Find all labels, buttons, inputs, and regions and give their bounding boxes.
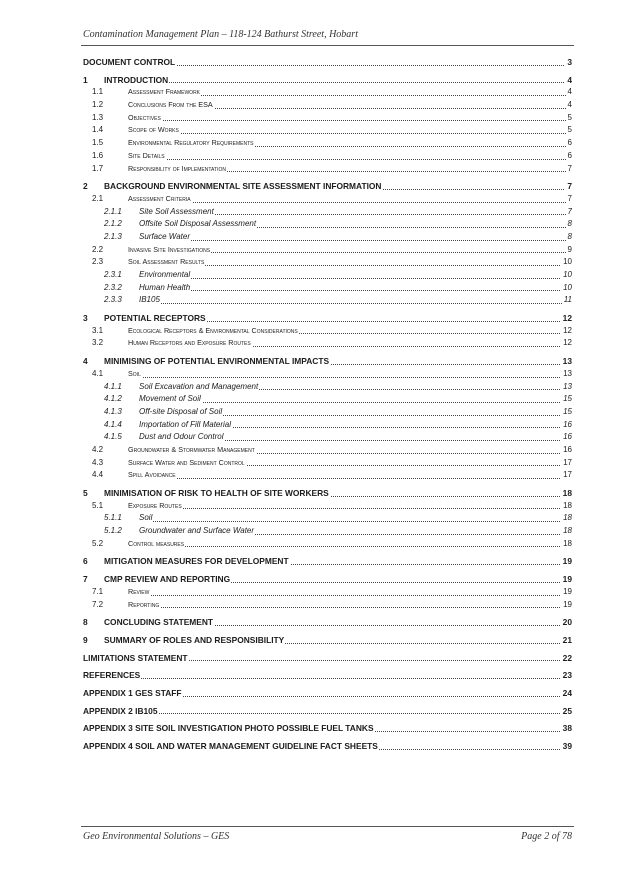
toc-entry-number: 4.1.1	[104, 381, 122, 391]
toc-entry[interactable]	[83, 112, 572, 125]
toc-entry-title: DOCUMENT CONTROL	[83, 57, 176, 67]
toc-entry-title: Surface Water and Sediment Control	[128, 457, 245, 467]
toc-entry[interactable]	[83, 137, 572, 150]
toc-entry-page: 15	[561, 406, 572, 419]
toc-entry-title: Soil Excavation and Management	[139, 381, 259, 391]
toc-entry-page: 18	[561, 538, 572, 551]
toc-entry[interactable]	[83, 669, 572, 682]
toc-entry-page: 7	[566, 163, 572, 176]
toc-entry[interactable]	[83, 538, 572, 551]
toc-entry[interactable]	[83, 419, 572, 432]
toc-entry-number: 1.6	[92, 150, 104, 160]
toc-entry-text	[83, 163, 227, 176]
toc-entry[interactable]	[83, 86, 572, 99]
toc-entry-page: 8	[566, 218, 572, 231]
toc-entry-title: Movement of Soil	[139, 394, 201, 404]
toc-entry-page: 17	[561, 469, 572, 482]
toc-entry-number: 5	[83, 488, 88, 498]
toc-entry-text	[83, 99, 214, 112]
toc-entry-page: 4	[566, 86, 572, 99]
toc-entry[interactable]	[83, 634, 572, 647]
toc-entry-page: 19	[561, 599, 572, 612]
toc-entry[interactable]	[83, 325, 572, 338]
toc-entry-page: 22	[562, 652, 572, 663]
toc-entry-title: Invasive Site Investigations	[128, 244, 211, 254]
table-of-contents	[83, 56, 572, 753]
toc-entry-number: 6	[83, 556, 88, 567]
toc-entry-number: 1.3	[92, 112, 104, 122]
dot-leader	[83, 595, 572, 596]
toc-entry-title: Offsite Soil Disposal Assessment	[139, 219, 257, 229]
toc-entry-number: 3.2	[92, 338, 104, 348]
toc-entry[interactable]	[83, 512, 572, 525]
toc-entry[interactable]	[83, 687, 572, 700]
toc-entry-page: 7	[567, 181, 572, 192]
toc-entry-text	[83, 616, 214, 629]
toc-entry-page: 10	[561, 256, 572, 269]
toc-entry-title: Conclusions From the ESA	[128, 100, 213, 110]
toc-entry-text	[83, 457, 246, 470]
toc-entry-page: 18	[562, 488, 572, 498]
toc-entry-title: APPENDIX 4 SOIL AND WATER MANAGEMENT GUIDELINE FACT SHEETS	[83, 741, 378, 751]
toc-entry-page: 6	[566, 150, 572, 163]
toc-entry-page: 21	[562, 634, 572, 645]
toc-entry-text	[83, 634, 285, 647]
toc-entry-page: 5	[566, 112, 572, 125]
toc-entry-number: 4.1.5	[104, 432, 122, 442]
toc-entry-title: Environmental	[139, 270, 191, 279]
toc-entry-page: 10	[561, 269, 572, 282]
toc-entry-page: 19	[562, 574, 572, 585]
toc-entry[interactable]	[83, 99, 572, 112]
toc-entry-number: 7.2	[92, 599, 104, 609]
toc-entry-text	[83, 487, 330, 500]
toc-entry-page: 39	[562, 741, 572, 751]
toc-entry-number: 2.3	[92, 257, 104, 267]
toc-entry-page: 11	[562, 294, 572, 307]
toc-entry-text	[83, 538, 185, 551]
toc-entry-text	[83, 231, 191, 244]
toc-entry[interactable]	[83, 180, 572, 193]
toc-entry-text	[83, 150, 166, 163]
toc-entry-text	[83, 193, 192, 206]
toc-entry-text	[83, 244, 211, 257]
toc-entry-page: 13	[561, 368, 572, 381]
toc-entry-text	[83, 705, 158, 718]
toc-entry-number: 7.1	[92, 586, 104, 596]
toc-entry-number: 4	[83, 356, 88, 367]
toc-entry-page: 17	[561, 457, 572, 470]
toc-entry-text	[83, 669, 141, 682]
toc-entry[interactable]	[83, 355, 572, 368]
toc-entry-page: 7	[566, 206, 572, 219]
toc-entry-text	[83, 269, 191, 282]
toc-entry-page: 24	[562, 687, 572, 698]
toc-entry-number: 2.1.2	[104, 219, 122, 229]
toc-entry-text	[83, 381, 259, 394]
toc-entry-page: 23	[562, 670, 572, 681]
toc-entry-text	[83, 355, 330, 368]
toc-entry[interactable]	[83, 444, 572, 457]
toc-entry[interactable]	[83, 525, 572, 538]
toc-entry-title: Objectives	[128, 112, 161, 122]
toc-entry-text	[83, 124, 180, 137]
toc-entry-title: Assessment Criteria	[128, 193, 191, 203]
toc-entry-number: 4.2	[92, 444, 104, 454]
toc-entry-title: Assessment Framework	[128, 87, 201, 97]
toc-entry-page: 25	[562, 705, 572, 716]
toc-entry-number: 5.1.1	[104, 513, 122, 523]
toc-entry-title: Soil	[128, 368, 141, 378]
toc-entry-title: Surface Water	[139, 231, 190, 241]
toc-entry[interactable]	[83, 616, 572, 629]
toc-entry[interactable]	[83, 705, 572, 718]
toc-entry[interactable]	[83, 282, 572, 295]
toc-entry-title: Off-site Disposal of Soil	[139, 406, 223, 416]
toc-entry[interactable]	[83, 150, 572, 163]
toc-entry[interactable]	[83, 74, 572, 87]
dot-leader	[83, 678, 572, 679]
toc-entry[interactable]	[83, 256, 572, 269]
header-rule	[81, 45, 574, 46]
toc-entry-number: 4.4	[92, 470, 104, 480]
toc-entry-text	[83, 500, 183, 513]
toc-entry-page: 15	[561, 393, 572, 406]
toc-entry-number: 4.1	[92, 368, 104, 378]
toc-entry-title: Importation of Fill Material	[139, 419, 232, 429]
toc-entry-page: 5	[566, 124, 572, 137]
toc-entry-title: MINIMISATION OF RISK TO HEALTH OF SITE WORKERS	[104, 488, 329, 498]
dot-leader	[83, 521, 572, 522]
toc-entry-number: 1.2	[92, 100, 104, 110]
toc-entry-title: Exposure Routes	[128, 500, 182, 510]
toc-entry-page: 16	[561, 419, 572, 432]
dot-leader	[83, 377, 572, 378]
page-number: Page 2 of 78	[521, 831, 572, 842]
toc-entry-page: 16	[561, 444, 572, 457]
toc-entry-text	[83, 56, 176, 69]
toc-entry-number: 9	[83, 634, 88, 645]
toc-entry-title: Site Soil Assessment	[139, 206, 214, 216]
toc-entry-page: 7	[566, 193, 572, 206]
toc-entry[interactable]	[83, 193, 572, 206]
toc-entry-number: 7	[83, 574, 88, 585]
toc-entry-title: Human Health	[139, 282, 191, 292]
toc-entry-text	[83, 444, 256, 457]
toc-entry-page: 20	[562, 617, 572, 628]
toc-entry[interactable]	[83, 740, 572, 753]
toc-entry[interactable]	[83, 218, 572, 231]
toc-entry-text	[83, 555, 290, 568]
toc-entry-title: Spill Avoidance	[128, 470, 176, 480]
toc-entry-title: Dust and Odour Control	[139, 432, 224, 442]
toc-entry-number: 4.1.4	[104, 419, 122, 429]
toc-entry-title: Site Details	[128, 150, 165, 160]
toc-entry-text	[83, 525, 255, 538]
toc-entry-title: APPENDIX 3 SITE SOIL INVESTIGATION PHOTO POSSIBLE FUEL TANKS	[83, 723, 374, 734]
toc-entry-title: BACKGROUND ENVIRONMENTAL SITE ASSESSMENT INFORMATION	[104, 181, 382, 192]
toc-entry-page: 19	[561, 586, 572, 599]
toc-entry-page: 18	[561, 500, 572, 513]
toc-entry-number: 2.2	[92, 244, 104, 254]
toc-entry[interactable]	[83, 269, 572, 282]
toc-entry-page: 10	[561, 282, 572, 295]
toc-entry-text	[83, 86, 201, 99]
toc-entry[interactable]	[83, 294, 572, 307]
toc-entry-page: 3	[567, 57, 572, 67]
toc-entry-page: 38	[562, 723, 572, 734]
toc-entry-title: LIMITATIONS STATEMENT	[83, 652, 188, 663]
toc-entry[interactable]	[83, 457, 572, 470]
toc-entry-title: Ecological Receptors & Environmental Considerations	[128, 325, 298, 335]
toc-entry-title: Scope of Works	[128, 125, 179, 135]
toc-entry-text	[83, 687, 183, 700]
toc-entry-page: 9	[566, 244, 572, 257]
toc-entry-title: Control measures	[128, 538, 185, 548]
toc-entry-title: APPENDIX 1 GES STAFF	[83, 687, 182, 698]
toc-entry-title: MINIMISING OF POTENTIAL ENVIRONMENTAL IMPACTS	[104, 356, 330, 367]
toc-entry-number: 4.3	[92, 457, 104, 467]
toc-entry-page: 4	[567, 74, 572, 85]
toc-entry[interactable]	[83, 469, 572, 482]
toc-entry[interactable]	[83, 722, 572, 735]
toc-entry[interactable]	[83, 244, 572, 257]
footer-rule	[81, 826, 574, 827]
toc-entry[interactable]	[83, 555, 572, 568]
toc-entry-text	[83, 393, 202, 406]
toc-entry-number: 1	[83, 74, 88, 85]
toc-entry-title: SUMMARY OF ROLES AND RESPONSIBILITY	[104, 634, 285, 645]
toc-entry-title: Review	[128, 586, 150, 596]
toc-entry-title: Groundwater and Surface Water	[139, 526, 255, 536]
toc-entry-text	[83, 573, 231, 586]
toc-entry-text	[83, 368, 142, 381]
toc-entry-text	[83, 406, 223, 419]
toc-entry[interactable]	[83, 500, 572, 513]
toc-entry-number: 4.1.3	[104, 406, 122, 416]
toc-entry[interactable]	[83, 337, 572, 350]
toc-entry-title: POTENTIAL RECEPTORS	[104, 313, 206, 324]
toc-entry-title: INTRODUCTION	[104, 74, 169, 85]
toc-entry-title: Environmental Regulatory Requirements	[128, 138, 254, 148]
toc-entry-title: Groundwater & Stormwater Management	[128, 444, 255, 454]
toc-entry-page: 13	[562, 356, 572, 367]
toc-entry-page: 8	[566, 231, 572, 244]
toc-entry-number: 2.1.1	[104, 206, 122, 216]
toc-entry-text	[83, 218, 257, 231]
toc-entry-number: 2	[83, 181, 88, 192]
toc-entry-page: 6	[566, 137, 572, 150]
toc-entry[interactable]	[83, 652, 572, 665]
toc-entry-text	[83, 419, 232, 432]
toc-entry-text	[83, 206, 215, 219]
running-header: Contamination Management Plan – 118-124 Bathurst Street, Hobart	[83, 29, 358, 40]
toc-entry-page: 19	[562, 556, 572, 567]
toc-entry[interactable]	[83, 368, 572, 381]
toc-entry-title: CMP REVIEW AND REPORTING	[104, 574, 231, 585]
toc-entry[interactable]	[83, 312, 572, 325]
toc-entry-text	[83, 294, 161, 307]
toc-entry-number: 1.7	[92, 163, 104, 173]
toc-entry-text	[83, 431, 225, 444]
toc-entry-title: Reporting	[128, 599, 160, 609]
toc-entry-page: 12	[561, 325, 572, 338]
toc-entry-text	[83, 469, 177, 482]
toc-entry-title: Responsibility of Implementation	[128, 163, 226, 173]
toc-entry-number: 2.3.1	[104, 270, 122, 279]
toc-entry[interactable]	[83, 431, 572, 444]
toc-entry-page: 12	[561, 337, 572, 350]
toc-entry[interactable]	[83, 586, 572, 599]
toc-entry-number: 2.1.3	[104, 231, 122, 241]
toc-entry-title: APPENDIX 2 IB105	[83, 705, 158, 716]
toc-entry-text	[83, 282, 191, 295]
toc-entry-number: 2.3.3	[104, 295, 122, 305]
toc-entry-text	[83, 137, 254, 150]
toc-entry-title: Human Receptors and Exposure Routes	[128, 338, 251, 348]
toc-entry-text	[83, 722, 375, 735]
toc-entry-title: CONCLUDING STATEMENT	[104, 617, 214, 628]
toc-entry[interactable]	[83, 381, 572, 394]
toc-entry-text	[83, 180, 382, 193]
toc-entry-number: 1.5	[92, 138, 104, 148]
toc-entry-text	[83, 586, 150, 599]
toc-entry-number: 5.2	[92, 538, 104, 548]
toc-entry-number: 1.4	[92, 125, 104, 135]
toc-entry-title: IB105	[139, 295, 160, 305]
toc-entry-title: MITIGATION MEASURES FOR DEVELOPMENT	[104, 556, 289, 567]
toc-entry-number: 8	[83, 617, 88, 628]
toc-entry-number: 3.1	[92, 325, 104, 335]
toc-entry-text	[83, 112, 162, 125]
toc-entry-text	[83, 337, 252, 350]
toc-entry-text	[83, 325, 299, 338]
toc-entry[interactable]	[83, 231, 572, 244]
toc-entry-page: 13	[561, 381, 572, 394]
toc-entry[interactable]	[83, 406, 572, 419]
toc-entry-number: 3	[83, 313, 88, 324]
toc-entry-title: Soil	[139, 513, 153, 523]
toc-entry[interactable]	[83, 163, 572, 176]
toc-entry-text	[83, 512, 153, 525]
toc-entry-title: Soil Assessment Results	[128, 257, 205, 267]
toc-entry-text	[83, 312, 207, 325]
toc-entry-number: 2.1	[92, 193, 104, 203]
toc-entry-text	[83, 256, 205, 269]
toc-entry-number: 2.3.2	[104, 282, 122, 292]
toc-entry-text	[83, 599, 160, 612]
toc-entry[interactable]	[83, 56, 572, 69]
toc-entry[interactable]	[83, 124, 572, 137]
toc-entry-text	[83, 652, 189, 665]
toc-entry-number: 5.1	[92, 500, 104, 510]
toc-entry[interactable]	[83, 487, 572, 500]
toc-entry[interactable]	[83, 206, 572, 219]
toc-entry-page: 4	[566, 99, 572, 112]
toc-entry-page: 18	[561, 525, 572, 538]
toc-entry[interactable]	[83, 393, 572, 406]
toc-entry-page: 12	[562, 313, 572, 324]
toc-entry-title: REFERENCES	[83, 670, 141, 681]
toc-entry-text	[83, 740, 379, 753]
toc-entry-number: 4.1.2	[104, 394, 122, 404]
toc-entry[interactable]	[83, 573, 572, 586]
toc-entry-text	[83, 74, 169, 87]
toc-entry-page: 16	[561, 431, 572, 444]
toc-entry[interactable]	[83, 599, 572, 612]
toc-entry-number: 1.1	[92, 87, 104, 97]
toc-entry-page: 18	[561, 512, 572, 525]
toc-entry-number: 5.1.2	[104, 526, 122, 536]
running-footer: Geo Environmental Solutions – GES	[83, 831, 230, 842]
